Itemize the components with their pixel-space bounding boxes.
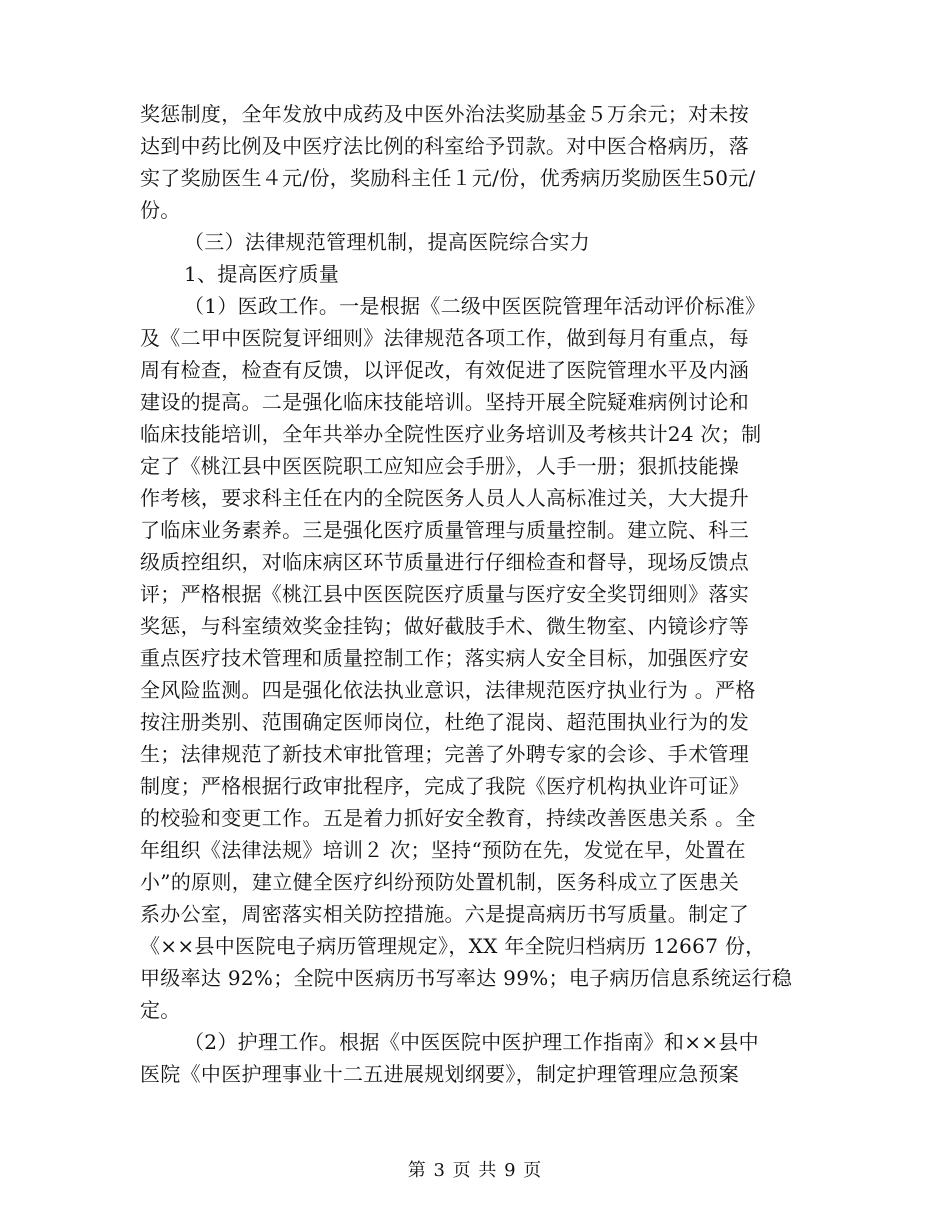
- text-line: 了临床业务素养。三是强化医疗质量管理与质量控制。建立院、科三: [140, 518, 749, 542]
- text-line: 作考核，要求科主任在内的全院医务人员人人高标准过关，大大提升: [140, 486, 749, 510]
- text-line: 奖惩，与科室绩效奖金挂钩；做好截肢手术、微生物室、内镜诊疗等: [140, 614, 749, 638]
- text-line: 重点医疗技术管理和质量控制工作；落实病人安全目标，加强医疗安: [140, 646, 749, 670]
- text-line: 年组织《法律法规》培训２ 次；坚持“预防在先，发觉在早，处置在: [140, 838, 746, 862]
- text-line: 达到中药比例及中医疗法比例的科室给予罚款。对中医合格病历，落: [140, 134, 749, 158]
- text-line: 甲级率达 92%；全院中医病历书写率达 99%；电子病历信息系统运行稳: [140, 966, 793, 990]
- page-number-footer: 第 3 页 共 9 页: [407, 1160, 543, 1181]
- text-line: 制度；严格根据行政审批程序，完成了我院《医疗机构执业许可证》: [140, 774, 749, 798]
- text-line: 的校验和变更工作。五是着力抓好安全教育，持续改善医患关系 。全: [140, 806, 756, 830]
- text-line: 级质控组织，对临床病区环节质量进行仔细检查和督导，现场反馈点: [140, 550, 749, 574]
- text-line: 生；法律规范了新技术审批管理；完善了外聘专家的会诊、手术管理: [140, 742, 749, 766]
- text-line: 《××县中医院电子病历管理规定》，XX 年全院归档病历 12667 份，: [140, 934, 766, 958]
- text-line: 医院《中医护理事业十二五进展规划纲要》，制定护理管理应急预案: [140, 1062, 739, 1086]
- document-body: [140, 98, 820, 1090]
- text-line: 评；严格根据《桃江县中医医院医疗质量与医疗安全奖罚细则》落实: [140, 582, 749, 606]
- text-line: 临床技能培训，全年共举办全院性医疗业务培训及考核共计24 次；制: [140, 422, 762, 446]
- paragraph-start-line: （1）医政工作。一是根据《二级中医医院管理年活动评价标准》: [184, 294, 766, 318]
- text-line: 周有检查，检查有反馈，以评促改，有效促进了医院管理水平及内涵: [140, 358, 749, 382]
- section-heading: （三）法律规范管理机制，提高医院综合实力: [184, 230, 590, 254]
- text-line: 份。: [140, 198, 181, 222]
- paragraph-start-line: （2）护理工作。根据《中医医院中医护理工作指南》和××县中: [184, 1030, 759, 1054]
- text-line: 定了《桃江县中医医院职工应知应会手册》，人手一册；狠抓技能操: [140, 454, 739, 478]
- text-line: 系办公室，周密落实相关防控措施。六是提高病历书写质量。制定了: [140, 902, 749, 926]
- text-line: 奖惩制度，全年发放中成药及中医外治法奖励基金５万余元；对未按: [140, 102, 749, 126]
- text-line: 按注册类别、范围确定医师岗位，杜绝了混岗、超范围执业行为的发: [140, 710, 749, 734]
- text-line: 小”的原则，建立健全医疗纠纷预防处置机制，医务科成立了医患关: [140, 870, 740, 894]
- text-line: 定。: [140, 998, 181, 1022]
- text-line: 建设的提高。二是强化临床技能培训。坚持开展全院疑难病例讨论和: [140, 390, 749, 414]
- text-line: 实了奖励医生４元/份，奖励科主任１元/份，优秀病历奖励医生50元/: [140, 166, 756, 190]
- text-line: 全风险监测。四是强化依法执业意识，法律规范医疗执业行为 。严格: [140, 678, 756, 702]
- text-line: 及《二甲中医院复评细则》法律规范各项工作，做到每月有重点，每: [140, 326, 749, 350]
- subsection-heading: 1、提高医疗质量: [184, 262, 340, 286]
